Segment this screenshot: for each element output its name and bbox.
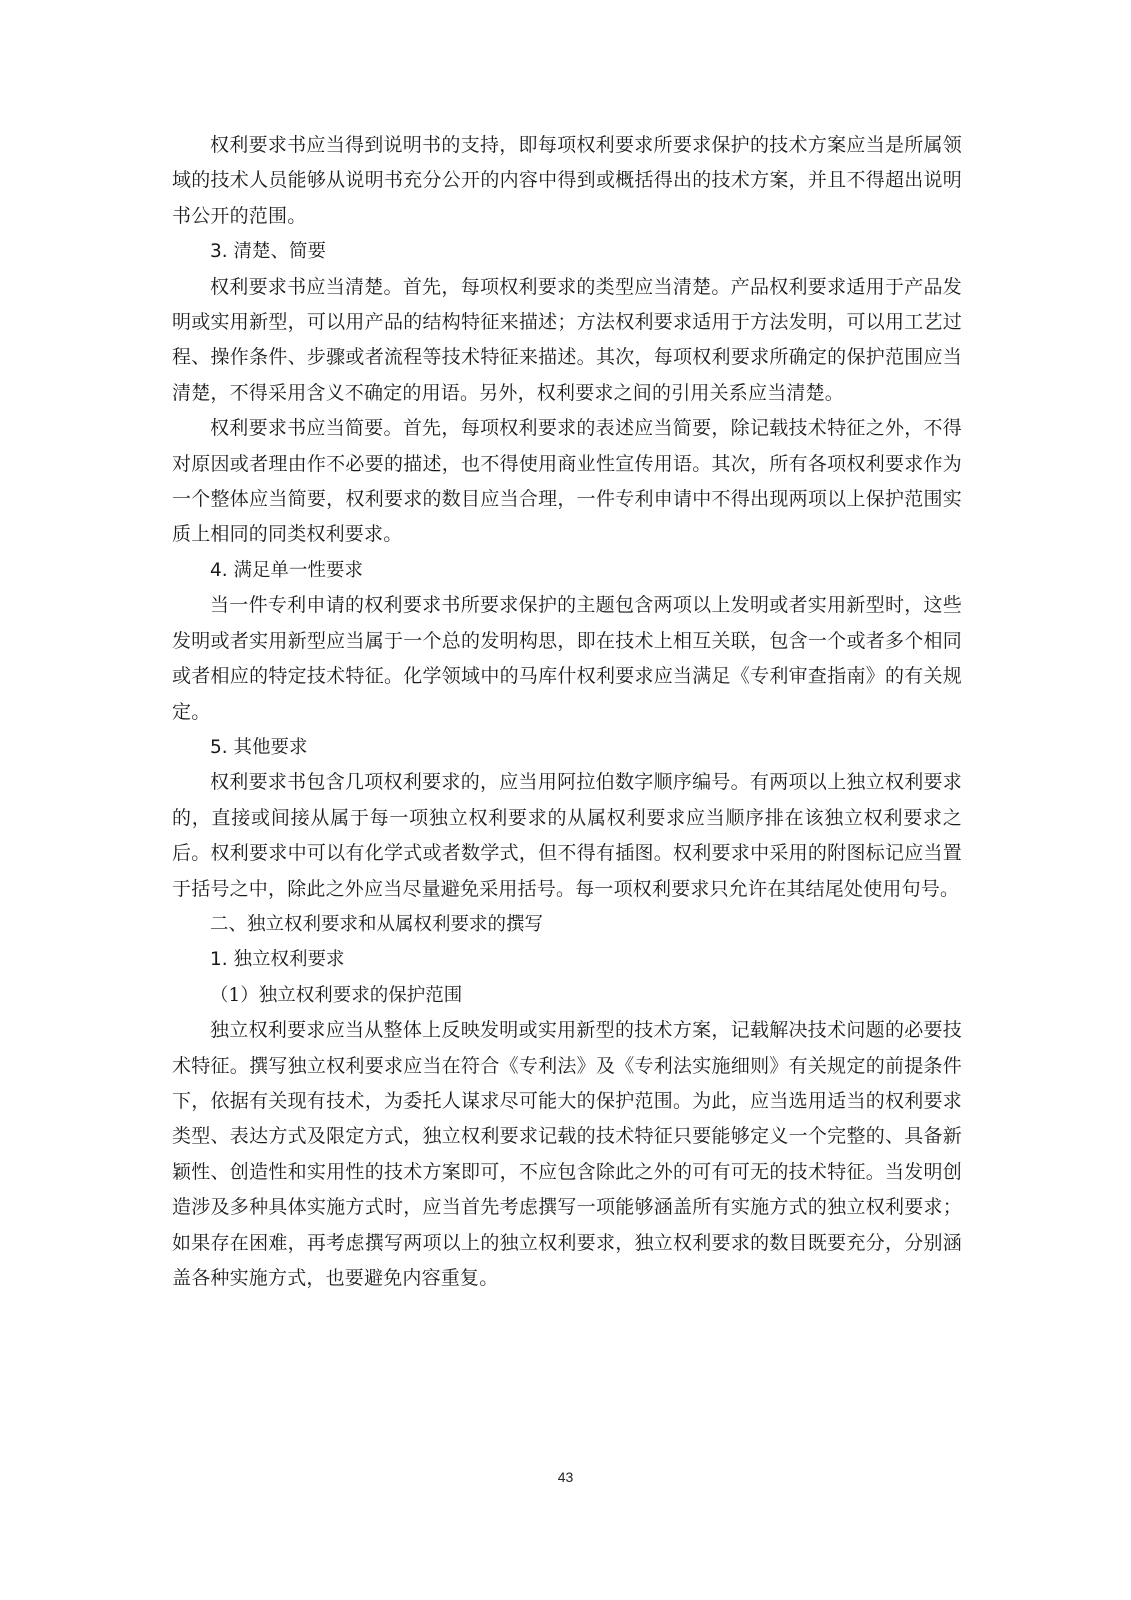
paragraph-claims-support: 权利要求书应当得到说明书的支持，即每项权利要求所要求保护的技术方案应当是所属领域的技术人员能够从说明书充分公开的内容中得到或概括得出的技术方案，并且不得超出说明书公开的范围。 bbox=[172, 134, 962, 227]
paragraph-claims-concise: 权利要求书应当简要。首先，每项权利要求的表述应当简要，除记载技术特征之外，不得对原因或者理由作不必要的描述，也不得使用商业性宣传用语。其次，所有各项权利要求作为一个整体应当简要，权利要求的数目应当合理，一件专利申请中不得出现两项以上保护范围实质上相同的同类权利要求。 bbox=[172, 417, 962, 546]
page-number: 43 bbox=[557, 1469, 574, 1485]
heading-other-requirements: 5. 其他要求 bbox=[210, 736, 308, 758]
paragraph-independent-claims: 独立权利要求应当从整体上反映发明或实用新型的技术方案，记载解决技术问题的必要技术特征。撰写独立权利要求应当在符合《专利法》及《专利法实施细则》有关规定的前提条件下，依据有关现有技术，为委托人谋求尽可能大的保护范围。为此，应当选用适当的权利要求类型、表达方式及限定方式，独立权利要求记载的技术特征只要能够定义一个完整的、具备新颖性、创造性和实用性的技术方案即可，不应包含除此之外的可有可无的技术特征。当发明创造涉及多种具体实施方式时，应当首先考虑撰写一项能够涵盖所有实施方式的独立权利要求；如果存在困难，再考虑撰写两项以上的独立权利要求，独立权利要求的数目既要充分，分别涵盖各种实施方式，也要避免内容重复。 bbox=[172, 1019, 962, 1289]
heading-independent-claims: 1. 独立权利要求 bbox=[210, 949, 345, 971]
heading-clear-concise: 3. 清楚、简要 bbox=[210, 241, 327, 263]
paragraph-other-requirements: 权利要求书包含几项权利要求的，应当用阿拉伯数字顺序编号。有两项以上独立权利要求的，直接或间接从属于每一项独立权利要求的从属权利要求应当顺序排在该独立权利要求之后。权利要求中可以有化学式或者数学式，但不得有插图。权利要求中采用的附图标记应当置于括号之中，除此之外应当尽量避免采用括号。每一项权利要求只允许在其结尾处使用句号。 bbox=[172, 771, 962, 900]
subheading-protection-scope: （1）独立权利要求的保护范围 bbox=[210, 984, 463, 1006]
paragraph-claims-clear: 权利要求书应当清楚。首先，每项权利要求的类型应当清楚。产品权利要求适用于产品发明或实用新型，可以用产品的结构特征来描述；方法权利要求适用于方法发明，可以用工艺过程、操作条件、步骤或者流程等技术特征来描述。其次，每项权利要求所确定的保护范围应当清楚，不得采用含义不确定的用语。另外，权利要求之间的引用关系应当清楚。 bbox=[172, 275, 962, 404]
heading-unity: 4. 满足单一性要求 bbox=[210, 559, 364, 581]
section-heading-independent-dependent: 二、独立权利要求和从属权利要求的撰写 bbox=[210, 913, 544, 935]
document-body bbox=[172, 128, 962, 1296]
paragraph-unity: 当一件专利申请的权利要求书所要求保护的主题包含两项以上发明或者实用新型时，这些发明或者实用新型应当属于一个总的发明构思，即在技术上相互关联，包含一个或者多个相同或者相应的特定技术特征。化学领域中的马库什权利要求应当满足《专利审查指南》的有关规定。 bbox=[172, 594, 962, 723]
